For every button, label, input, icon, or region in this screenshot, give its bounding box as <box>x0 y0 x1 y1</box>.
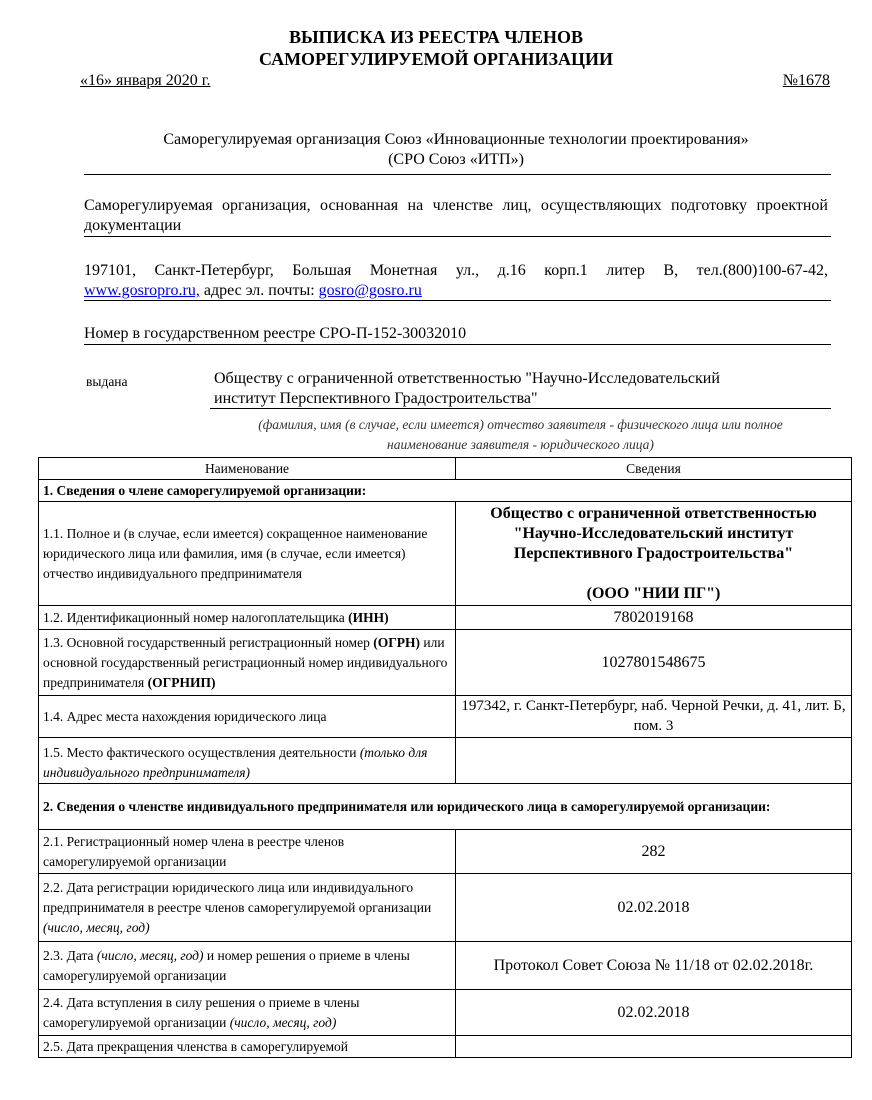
table-row <box>39 1036 852 1058</box>
company-short-name: (ООО "НИИ ПГ") <box>586 585 721 602</box>
table-row <box>39 990 852 1036</box>
table-row <box>39 696 852 738</box>
decision-label-b: и номер решения о приеме в члены саморегулируемой организации <box>43 947 410 983</box>
row-1-1-label: 1.1. Полное и (в случае, если имеется) сокращенное наименование юридического лица или фамилия, имя (в случае, если имеется) отчество индивидуального предпринимателя <box>39 502 456 606</box>
ogrn-abbr: (ОГРН) <box>373 634 421 650</box>
org-type: Саморегулируемая организация, основанная на членстве лиц, осуществляющих подготовку проектной документации <box>84 197 828 234</box>
location-label: 1.5. Место фактического осуществления деятельности <box>43 745 360 760</box>
row-1-1-value <box>456 502 852 606</box>
row-2-2-value: 02.02.2018 <box>456 874 852 942</box>
column-header-name: Наименование <box>39 458 456 480</box>
column-header-info: Сведения <box>456 458 852 480</box>
row-1-2-label <box>39 606 456 630</box>
row-1-3-value: 1027801548675 <box>456 630 852 696</box>
row-1-3-label <box>39 630 456 696</box>
ogrn-label-a: 1.3. Основной государственный регистрационный номер <box>43 634 374 650</box>
document-number: №1678 <box>782 72 830 89</box>
table-row <box>39 830 852 874</box>
table-row <box>39 502 852 606</box>
divider <box>84 236 831 237</box>
row-1-4-label: 1.4. Адрес места нахождения юридического лица <box>39 696 456 738</box>
row-2-2-label <box>39 874 456 942</box>
row-2-1-label: 2.1. Регистрационный номер члена в реестре членов саморегулируемой организации <box>39 830 456 874</box>
reg-date-format: (число, месяц, год) <box>43 919 150 935</box>
ogrnip-abbr: (ОГРНИП) <box>147 674 216 690</box>
section-row <box>39 784 852 830</box>
ogrn-label-c: или основной государственный регистрационный номер индивидуального предпринимателя <box>43 634 448 690</box>
table-row <box>39 606 852 630</box>
divider <box>84 344 831 345</box>
org-name-line2: (СРО Союз «ИТП») <box>388 151 524 168</box>
row-1-2-value: 7802019168 <box>456 606 852 630</box>
table-header-row <box>39 458 852 480</box>
email-link[interactable]: gosro@gosro.ru <box>318 282 422 299</box>
company-full-name-line1: Общество с ограниченной ответственностью <box>490 505 817 522</box>
row-2-3-value: Протокол Совет Союза № 11/18 от 02.02.2018г. <box>456 942 852 990</box>
website-link[interactable]: www.gosropro.ru, <box>84 282 200 299</box>
document-date: «16» января 2020 г. <box>80 72 211 89</box>
registry-table <box>38 457 852 1058</box>
divider <box>210 408 831 409</box>
section-1-title: 1. Сведения о члене саморегулируемой организации: <box>39 480 852 502</box>
section-2-title: 2. Сведения о членстве индивидуального предпринимателя или юридического лица в саморегулируемой организации: <box>39 784 852 830</box>
row-2-4-label <box>39 990 456 1036</box>
org-name-line1: Саморегулируемая организация Союз «Инновационные технологии проектирования» <box>163 131 749 148</box>
location-note: (только для индивидуального предпринимателя) <box>43 745 428 780</box>
row-2-3-label <box>39 942 456 990</box>
table-row <box>39 738 852 784</box>
section-row <box>39 480 852 502</box>
company-full-name-line2: "Научно-Исследовательский институт <box>513 525 794 542</box>
table-row <box>39 874 852 942</box>
row-2-4-value: 02.02.2018 <box>456 990 852 1036</box>
reg-date-label: 2.2. Дата регистрации юридического лица или индивидуального предпринимателя в реестре членов саморегулируемой организации <box>43 879 432 915</box>
org-address: 197101, Санкт-Петербург, Большая Монетная ул., д.16 корп.1 литер В, тел.(800)100-67-42, <box>84 262 828 279</box>
recipient-line2: институт Перспективного Градостроительства" <box>214 390 538 407</box>
row-1-4-value: 197342, г. Санкт-Петербург, наб. Черной Речки, д. 41, лит. Б, пом. 3 <box>456 696 852 738</box>
effective-date-label: 2.4. Дата вступления в силу решения о приеме в члены саморегулируемой организации <box>43 994 360 1030</box>
inn-label: 1.2. Идентификационный номер налогоплательщика <box>43 609 349 625</box>
registry-number: Номер в государственном реестре СРО-П-152-30032010 <box>84 325 467 342</box>
recipient-line1: Обществу с ограниченной ответственностью "Научно-Исследовательский <box>214 370 720 387</box>
row-2-5-value <box>456 1036 852 1058</box>
row-2-5-label: 2.5. Дата прекращения членства в саморегулируемой <box>39 1036 456 1058</box>
row-1-5-label <box>39 738 456 784</box>
recipient-note-line1: (фамилия, имя (в случае, если имеется) отчество заявителя - физического лица или полное <box>258 417 783 432</box>
inn-abbr: (ИНН) <box>348 609 389 625</box>
recipient-note-line2: наименование заявителя - юридического лица) <box>387 437 654 452</box>
document-title-line1: ВЫПИСКА ИЗ РЕЕСТРА ЧЛЕНОВ <box>288 27 584 47</box>
decision-label-a: 2.3. Дата <box>43 947 97 963</box>
org-contacts <box>84 281 422 301</box>
decision-date-format: (число, месяц, год) <box>96 947 204 963</box>
company-full-name-line3: Перспективного Градостроительства" <box>513 545 794 562</box>
issued-label: выдана <box>86 374 128 389</box>
effective-date-format: (число, месяц, год) <box>229 1014 337 1030</box>
row-2-1-value: 282 <box>456 830 852 874</box>
table-row <box>39 630 852 696</box>
row-1-5-value <box>456 738 852 784</box>
email-label: адрес эл. почты: <box>199 282 319 299</box>
divider <box>84 300 831 301</box>
divider <box>84 174 831 175</box>
document-title-line2: САМОРЕГУЛИРУЕМОЙ ОРГАНИЗАЦИИ <box>258 49 614 69</box>
table-row <box>39 942 852 990</box>
